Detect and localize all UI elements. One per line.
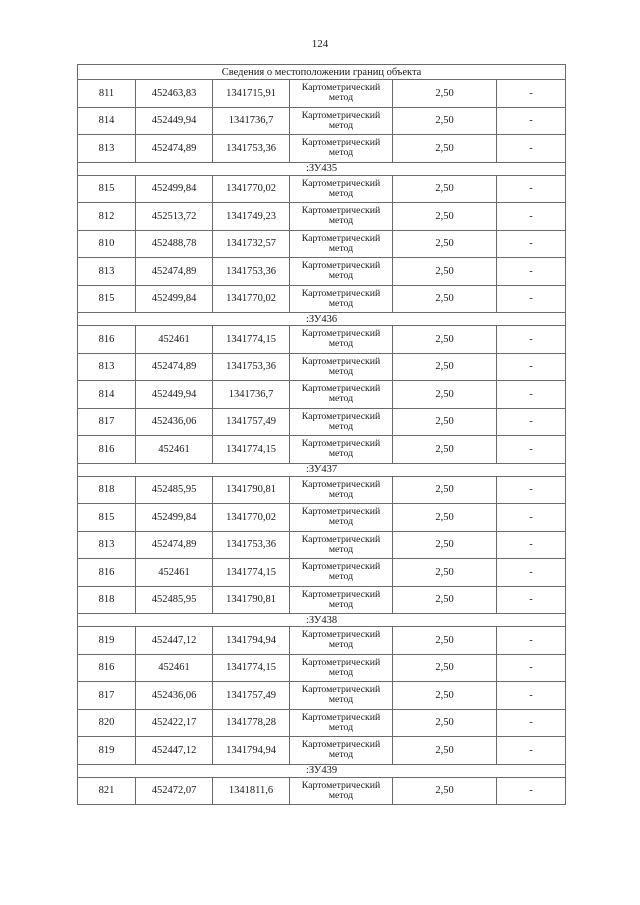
note-cell: - <box>497 258 566 286</box>
y-coordinate-cell: 1341757,49 <box>213 682 290 710</box>
y-coordinate-cell: 1341774,15 <box>213 436 290 464</box>
accuracy-cell: 2,50 <box>393 682 497 710</box>
point-cell: 815 <box>78 175 136 203</box>
method-line-2: метод <box>328 187 354 199</box>
accuracy-cell: 2,50 <box>393 258 497 286</box>
note-cell: - <box>497 203 566 231</box>
table-row <box>78 654 566 682</box>
note-cell: - <box>497 559 566 587</box>
x-coordinate-cell: 452436,06 <box>136 682 213 710</box>
method-cell <box>290 107 393 135</box>
method-line-2: метод <box>328 488 354 500</box>
table-row <box>78 107 566 135</box>
x-coordinate-cell: 452472,07 <box>136 777 213 805</box>
table-row <box>78 586 566 614</box>
note-cell: - <box>497 586 566 614</box>
x-coordinate-cell: 452488,78 <box>136 230 213 258</box>
group-label: :ЗУ435 <box>78 162 566 175</box>
group-row <box>78 313 566 326</box>
accuracy-cell: 2,50 <box>393 230 497 258</box>
accuracy-cell: 2,50 <box>393 408 497 436</box>
table-row <box>78 80 566 108</box>
table-row <box>78 559 566 587</box>
method-cell <box>290 627 393 655</box>
x-coordinate-cell: 452422,17 <box>136 709 213 737</box>
method-cell <box>290 258 393 286</box>
point-cell: 813 <box>78 135 136 163</box>
y-coordinate-cell: 1341794,94 <box>213 627 290 655</box>
y-coordinate-cell: 1341753,36 <box>213 531 290 559</box>
accuracy-cell: 2,50 <box>393 777 497 805</box>
accuracy-cell: 2,50 <box>393 353 497 381</box>
note-cell: - <box>497 709 566 737</box>
point-cell: 810 <box>78 230 136 258</box>
x-coordinate-cell: 452461 <box>136 559 213 587</box>
y-coordinate-cell: 1341790,81 <box>213 586 290 614</box>
method-cell <box>290 80 393 108</box>
x-coordinate-cell: 452447,12 <box>136 737 213 765</box>
note-cell: - <box>497 476 566 504</box>
method-line-2: метод <box>328 270 354 282</box>
method-line-1: Картометрический <box>301 506 381 518</box>
method-cell <box>290 436 393 464</box>
method-line-1: Картометрический <box>301 656 381 668</box>
y-coordinate-cell: 1341749,23 <box>213 203 290 231</box>
method-cell <box>290 135 393 163</box>
group-label: :ЗУ439 <box>78 764 566 777</box>
method-cell <box>290 230 393 258</box>
accuracy-cell: 2,50 <box>393 107 497 135</box>
method-line-2: метод <box>328 420 354 432</box>
point-cell: 814 <box>78 381 136 409</box>
accuracy-cell: 2,50 <box>393 654 497 682</box>
accuracy-cell: 2,50 <box>393 80 497 108</box>
method-line-1: Картометрический <box>301 588 381 600</box>
table-row <box>78 230 566 258</box>
table-row <box>78 135 566 163</box>
note-cell: - <box>497 436 566 464</box>
y-coordinate-cell: 1341794,94 <box>213 737 290 765</box>
boundary-table <box>77 64 566 805</box>
note-cell: - <box>497 777 566 805</box>
point-cell: 816 <box>78 559 136 587</box>
method-line-1: Картометрический <box>301 137 381 149</box>
method-line-2: метод <box>328 694 354 706</box>
method-line-2: метод <box>328 338 354 350</box>
method-line-1: Картометрический <box>301 739 381 751</box>
method-line-2: метод <box>328 147 354 159</box>
y-coordinate-cell: 1341753,36 <box>213 135 290 163</box>
note-cell: - <box>497 175 566 203</box>
y-coordinate-cell: 1341778,28 <box>213 709 290 737</box>
method-line-1: Картометрический <box>301 82 381 94</box>
method-line-1: Картометрический <box>301 260 381 272</box>
group-row <box>78 614 566 627</box>
x-coordinate-cell: 452449,94 <box>136 107 213 135</box>
method-cell <box>290 654 393 682</box>
x-coordinate-cell: 452499,84 <box>136 504 213 532</box>
accuracy-cell: 2,50 <box>393 531 497 559</box>
y-coordinate-cell: 1341770,02 <box>213 285 290 313</box>
method-line-2: метод <box>328 393 354 405</box>
table-row <box>78 682 566 710</box>
note-cell: - <box>497 107 566 135</box>
point-cell: 818 <box>78 476 136 504</box>
accuracy-cell: 2,50 <box>393 627 497 655</box>
point-cell: 819 <box>78 627 136 655</box>
point-cell: 814 <box>78 107 136 135</box>
method-line-1: Картометрический <box>301 410 381 422</box>
method-line-2: метод <box>328 242 354 254</box>
x-coordinate-cell: 452499,84 <box>136 175 213 203</box>
y-coordinate-cell: 1341774,15 <box>213 654 290 682</box>
method-cell <box>290 709 393 737</box>
method-cell <box>290 203 393 231</box>
note-cell: - <box>497 381 566 409</box>
x-coordinate-cell: 452499,84 <box>136 285 213 313</box>
method-line-2: метод <box>328 516 354 528</box>
point-cell: 820 <box>78 709 136 737</box>
method-line-2: метод <box>328 119 354 131</box>
method-cell <box>290 737 393 765</box>
table-row <box>78 476 566 504</box>
table-row <box>78 285 566 313</box>
method-cell <box>290 353 393 381</box>
note-cell: - <box>497 326 566 354</box>
x-coordinate-cell: 452474,89 <box>136 531 213 559</box>
accuracy-cell: 2,50 <box>393 737 497 765</box>
note-cell: - <box>497 135 566 163</box>
y-coordinate-cell: 1341732,57 <box>213 230 290 258</box>
table-row <box>78 408 566 436</box>
point-cell: 816 <box>78 436 136 464</box>
method-line-1: Картометрический <box>301 177 381 189</box>
method-line-1: Картометрический <box>301 629 381 641</box>
y-coordinate-cell: 1341753,36 <box>213 353 290 381</box>
note-cell: - <box>497 408 566 436</box>
point-cell: 813 <box>78 258 136 286</box>
method-cell <box>290 531 393 559</box>
method-line-1: Картометрический <box>301 205 381 217</box>
table-row <box>78 175 566 203</box>
x-coordinate-cell: 452461 <box>136 654 213 682</box>
method-line-1: Картометрический <box>301 711 381 723</box>
point-cell: 813 <box>78 353 136 381</box>
group-label: :ЗУ437 <box>78 463 566 476</box>
accuracy-cell: 2,50 <box>393 285 497 313</box>
x-coordinate-cell: 452461 <box>136 436 213 464</box>
x-coordinate-cell: 452485,95 <box>136 476 213 504</box>
y-coordinate-cell: 1341753,36 <box>213 258 290 286</box>
point-cell: 817 <box>78 682 136 710</box>
accuracy-cell: 2,50 <box>393 175 497 203</box>
group-row <box>78 764 566 777</box>
table-row <box>78 353 566 381</box>
method-line-2: метод <box>328 297 354 309</box>
x-coordinate-cell: 452463,83 <box>136 80 213 108</box>
method-line-1: Картометрический <box>301 684 381 696</box>
note-cell: - <box>497 504 566 532</box>
x-coordinate-cell: 452474,89 <box>136 135 213 163</box>
method-cell <box>290 408 393 436</box>
table-row <box>78 258 566 286</box>
note-cell: - <box>497 531 566 559</box>
x-coordinate-cell: 452449,94 <box>136 381 213 409</box>
method-line-1: Картометрический <box>301 561 381 573</box>
point-cell: 816 <box>78 326 136 354</box>
x-coordinate-cell: 452447,12 <box>136 627 213 655</box>
y-coordinate-cell: 1341774,15 <box>213 326 290 354</box>
accuracy-cell: 2,50 <box>393 381 497 409</box>
note-cell: - <box>497 627 566 655</box>
point-cell: 815 <box>78 504 136 532</box>
method-cell <box>290 504 393 532</box>
note-cell: - <box>497 80 566 108</box>
x-coordinate-cell: 452461 <box>136 326 213 354</box>
group-label: :ЗУ438 <box>78 614 566 627</box>
y-coordinate-cell: 1341757,49 <box>213 408 290 436</box>
y-coordinate-cell: 1341770,02 <box>213 504 290 532</box>
point-cell: 819 <box>78 737 136 765</box>
group-label: :ЗУ436 <box>78 313 566 326</box>
method-line-1: Картометрический <box>301 355 381 367</box>
method-line-1: Картометрический <box>301 109 381 121</box>
table-row <box>78 709 566 737</box>
method-line-1: Картометрический <box>301 478 381 490</box>
method-line-1: Картометрический <box>301 533 381 545</box>
point-cell: 811 <box>78 80 136 108</box>
method-cell <box>290 175 393 203</box>
method-cell <box>290 559 393 587</box>
method-line-2: метод <box>328 639 354 651</box>
method-line-1: Картометрический <box>301 779 381 791</box>
accuracy-cell: 2,50 <box>393 326 497 354</box>
method-line-1: Картометрический <box>301 287 381 299</box>
method-cell <box>290 476 393 504</box>
y-coordinate-cell: 1341790,81 <box>213 476 290 504</box>
method-line-1: Картометрический <box>301 383 381 395</box>
table-row <box>78 737 566 765</box>
method-cell <box>290 777 393 805</box>
y-coordinate-cell: 1341770,02 <box>213 175 290 203</box>
y-coordinate-cell: 1341736,7 <box>213 107 290 135</box>
method-cell <box>290 381 393 409</box>
x-coordinate-cell: 452513,72 <box>136 203 213 231</box>
method-line-1: Картометрический <box>301 232 381 244</box>
group-row <box>78 463 566 476</box>
point-cell: 821 <box>78 777 136 805</box>
table-title-row <box>78 65 566 80</box>
note-cell: - <box>497 737 566 765</box>
method-line-2: метод <box>328 571 354 583</box>
y-coordinate-cell: 1341811,6 <box>213 777 290 805</box>
point-cell: 817 <box>78 408 136 436</box>
table-row <box>78 627 566 655</box>
table-row <box>78 504 566 532</box>
point-cell: 812 <box>78 203 136 231</box>
y-coordinate-cell: 1341715,91 <box>213 80 290 108</box>
table-row <box>78 531 566 559</box>
accuracy-cell: 2,50 <box>393 203 497 231</box>
method-line-1: Картометрический <box>301 328 381 340</box>
method-line-2: метод <box>328 721 354 733</box>
note-cell: - <box>497 654 566 682</box>
method-line-2: метод <box>328 215 354 227</box>
table-title: Сведения о местоположении границ объекта <box>78 65 566 80</box>
table-row <box>78 381 566 409</box>
note-cell: - <box>497 353 566 381</box>
method-line-2: метод <box>328 448 354 460</box>
method-cell <box>290 682 393 710</box>
accuracy-cell: 2,50 <box>393 135 497 163</box>
note-cell: - <box>497 682 566 710</box>
accuracy-cell: 2,50 <box>393 559 497 587</box>
table-row <box>78 326 566 354</box>
accuracy-cell: 2,50 <box>393 709 497 737</box>
x-coordinate-cell: 452474,89 <box>136 258 213 286</box>
accuracy-cell: 2,50 <box>393 476 497 504</box>
table-row <box>78 436 566 464</box>
table-row <box>78 777 566 805</box>
method-line-2: метод <box>328 92 354 104</box>
point-cell: 816 <box>78 654 136 682</box>
method-line-2: метод <box>328 789 354 801</box>
method-cell <box>290 586 393 614</box>
x-coordinate-cell: 452474,89 <box>136 353 213 381</box>
table-row <box>78 203 566 231</box>
method-line-2: метод <box>328 749 354 761</box>
point-cell: 815 <box>78 285 136 313</box>
accuracy-cell: 2,50 <box>393 586 497 614</box>
method-cell <box>290 326 393 354</box>
method-cell <box>290 285 393 313</box>
note-cell: - <box>497 230 566 258</box>
note-cell: - <box>497 285 566 313</box>
method-line-1: Картометрический <box>301 438 381 450</box>
method-line-2: метод <box>328 598 354 610</box>
page-number: 124 <box>311 38 329 50</box>
x-coordinate-cell: 452485,95 <box>136 586 213 614</box>
point-cell: 813 <box>78 531 136 559</box>
x-coordinate-cell: 452436,06 <box>136 408 213 436</box>
method-line-2: метод <box>328 543 354 555</box>
accuracy-cell: 2,50 <box>393 436 497 464</box>
method-line-2: метод <box>328 666 354 678</box>
y-coordinate-cell: 1341736,7 <box>213 381 290 409</box>
y-coordinate-cell: 1341774,15 <box>213 559 290 587</box>
point-cell: 818 <box>78 586 136 614</box>
group-row <box>78 162 566 175</box>
method-line-2: метод <box>328 365 354 377</box>
accuracy-cell: 2,50 <box>393 504 497 532</box>
